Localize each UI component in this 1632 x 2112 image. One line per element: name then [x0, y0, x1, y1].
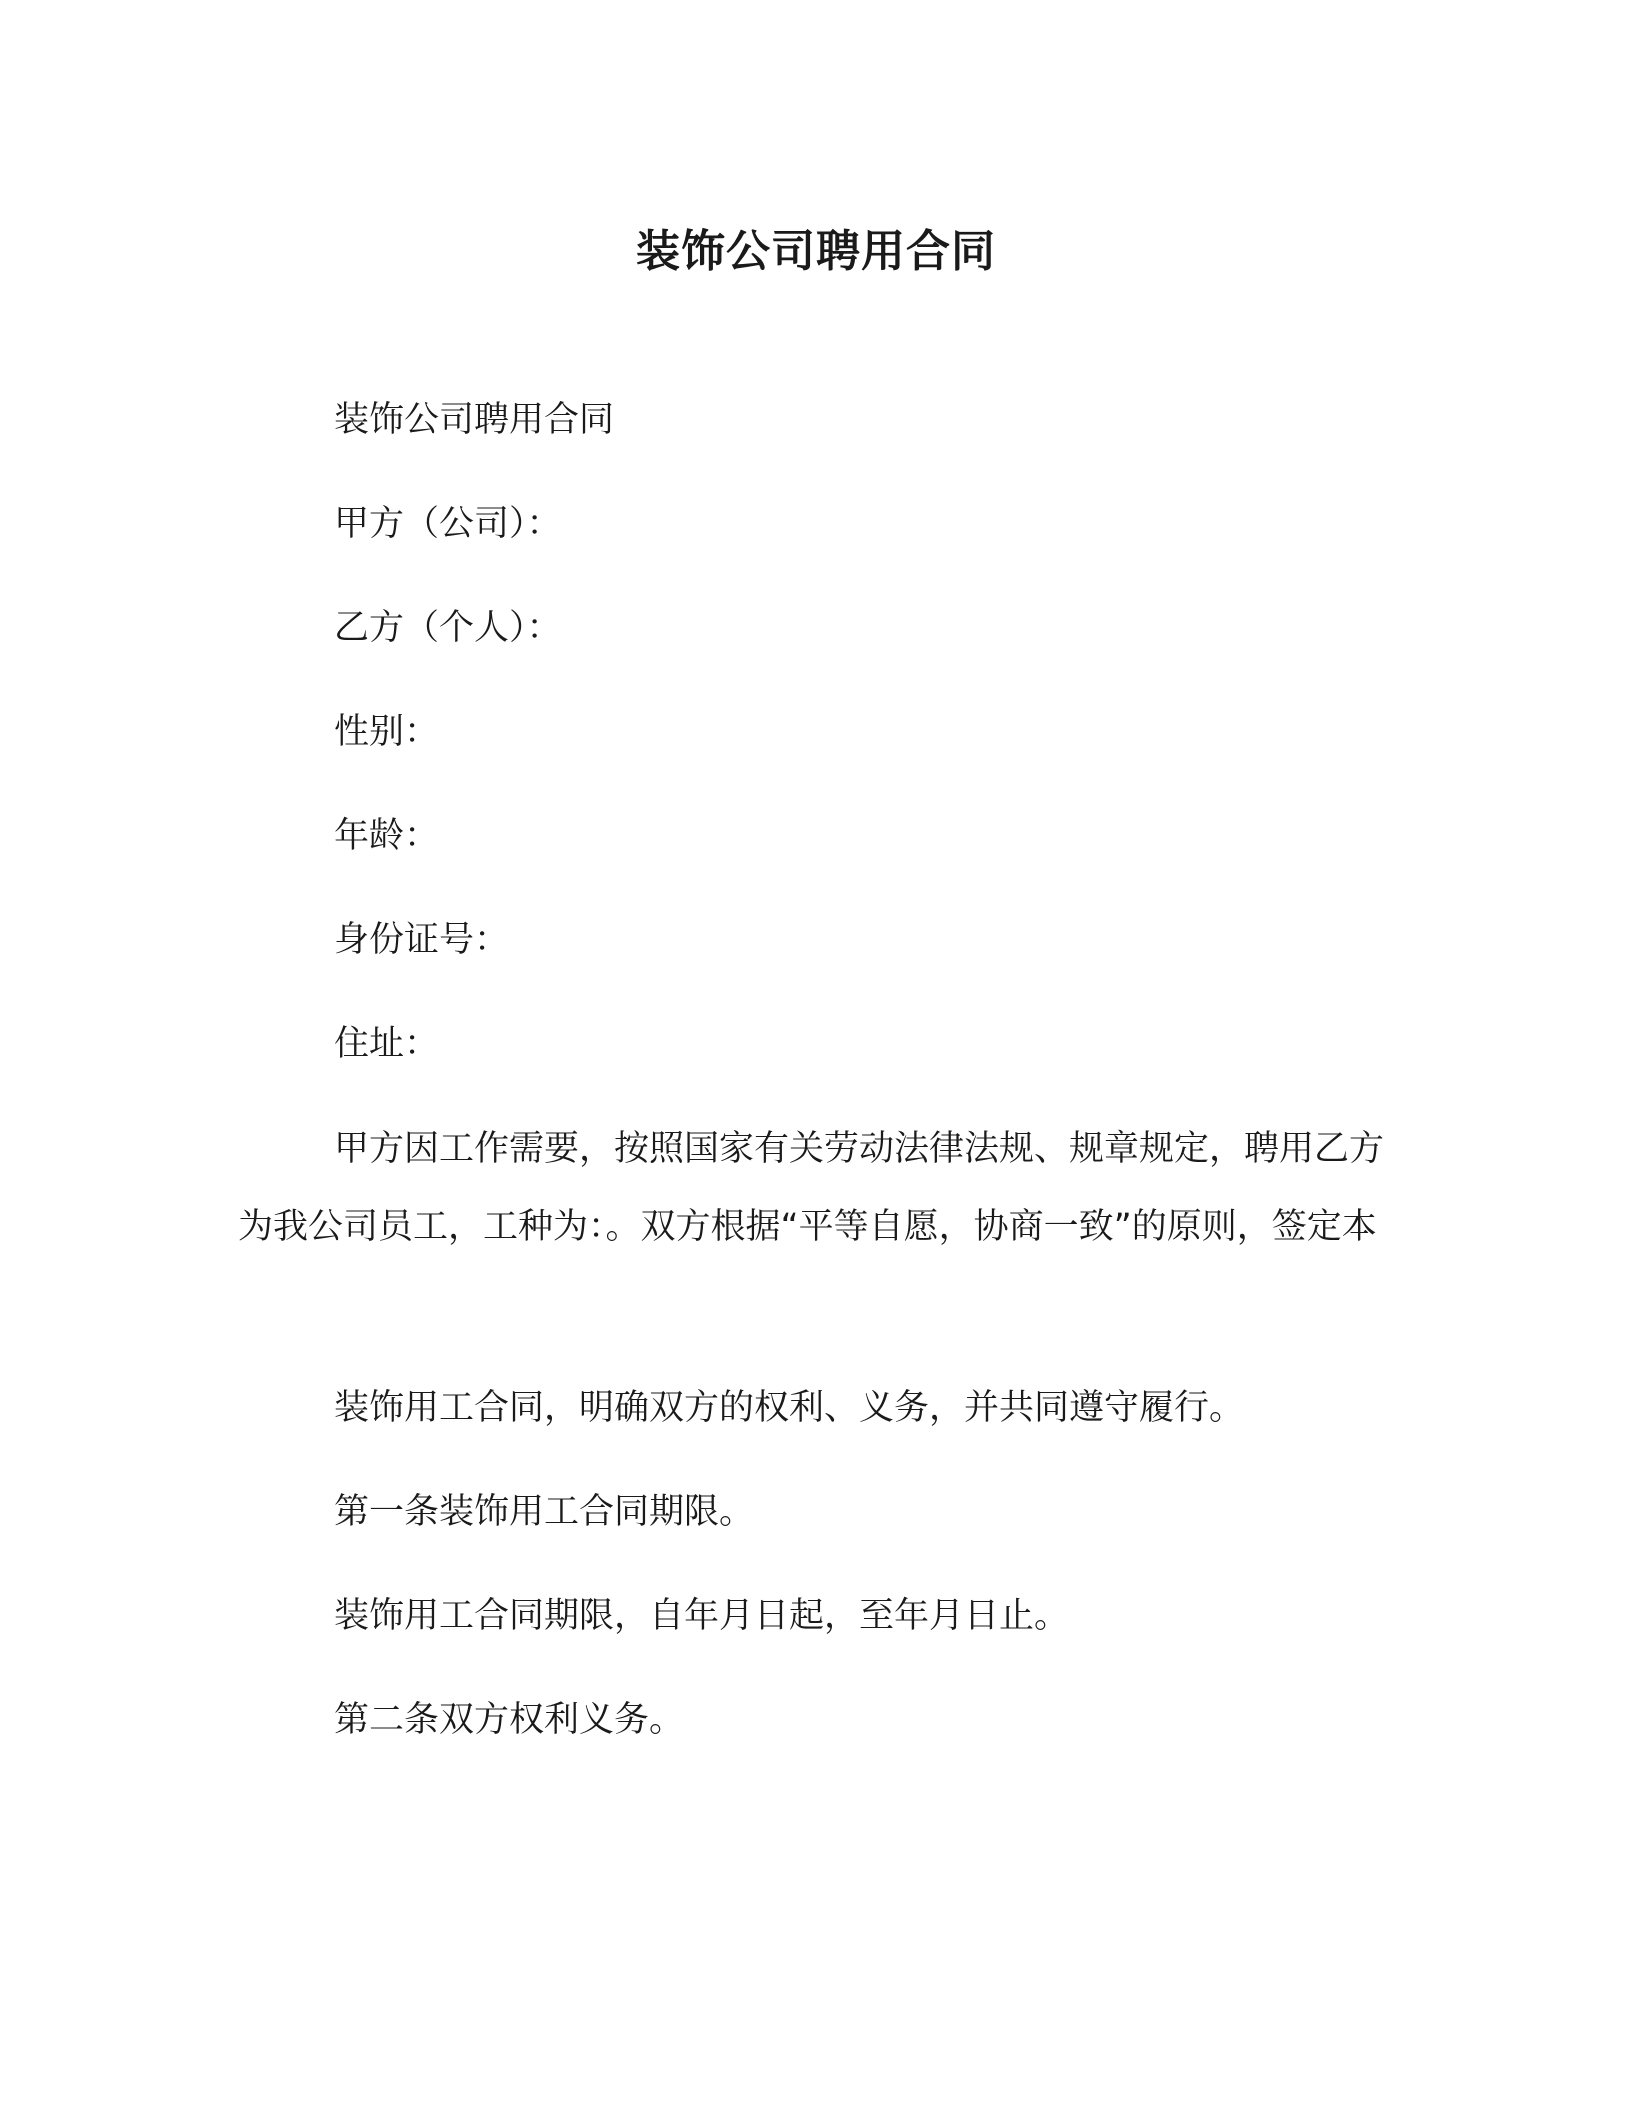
party-a-line: 甲方（公司）： — [334, 504, 562, 544]
contract-term-line: 装饰用工合同期限，自年月日起，至年月日止。 — [334, 1596, 1070, 1636]
intro-paragraph: 甲方因工作需要，按照国家有关劳动法律法规、规章规定，聘用乙方为我公司员工，工种为：。双方根据“平等自愿，协商一致”的原则，签定本 — [238, 1129, 1385, 1247]
id-number-line: 身份证号： — [334, 920, 510, 960]
address-line: 住址： — [334, 1024, 440, 1064]
party-b-line: 乙方（个人）： — [334, 608, 562, 648]
article-two-heading: 第二条双方权利义务。 — [334, 1700, 685, 1740]
subtitle-line: 装饰公司聘用合同 — [334, 400, 615, 440]
article-one-heading: 第一条装饰用工合同期限。 — [334, 1492, 755, 1532]
age-line: 年龄： — [334, 816, 440, 856]
document-title: 装饰公司聘用合同 — [636, 226, 996, 277]
gender-line: 性别： — [334, 712, 440, 752]
contract-purpose-line: 装饰用工合同，明确双方的权利、义务，并共同遵守履行。 — [334, 1388, 1245, 1428]
